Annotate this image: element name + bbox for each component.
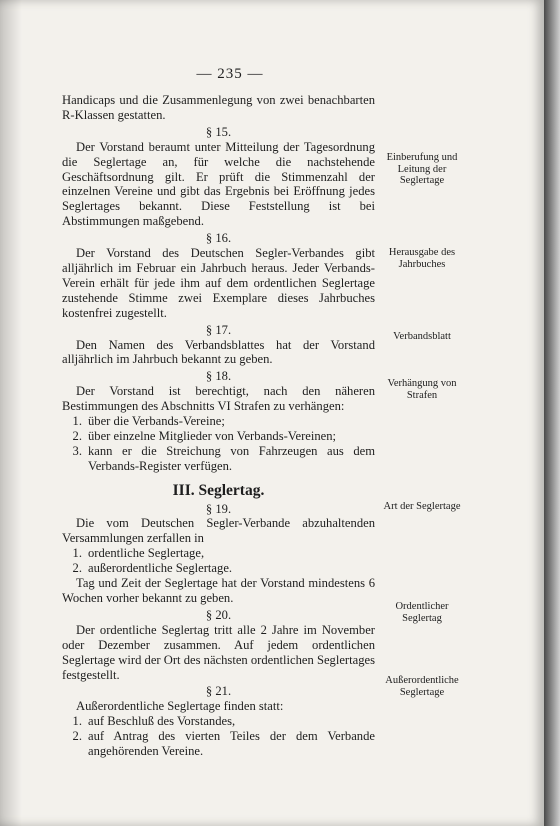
list-item	[62, 561, 375, 576]
sidenote-ordentlicher: Ordentlicher Seglertag	[395, 601, 449, 624]
list-number: 2.	[72, 561, 82, 576]
intro-paragraph: Handicaps und die Zusammenlegung von zwei benachbarten R-Klassen gestatten.	[62, 93, 375, 122]
section-16-paragraph: Der Vorstand des Deutschen Segler-Verbandes gibt alljährlich im Februar ein Jahrbuch heraus. Jeder Verbands-Verein erhält für jede ihm auf dem ordentlichen Seglertage zustehende Stimme zwei Exemplare dieses Jahrbuches kostenfrei zugestellt.	[62, 246, 375, 320]
list-text: auf Antrag des vierten Teiles der dem Verbande angehörenden Vereine.	[88, 729, 375, 759]
sidenote-ausserordentliche: Außerordentliche Seglertage	[385, 675, 459, 698]
list-number: 1.	[72, 414, 82, 429]
page-binding-shadow	[0, 0, 22, 826]
list-text: auf Beschluß des Vorstandes,	[88, 714, 236, 729]
sidenote-art: Art der Seglertage	[383, 501, 461, 512]
page-number: — 235 —	[196, 66, 264, 82]
list-number: 1.	[72, 714, 82, 729]
list-item	[62, 714, 375, 729]
section-19-heading: § 19.	[205, 501, 232, 516]
sidenote-einberufung: Einberufung und Leitung der Seglertage	[386, 152, 458, 186]
list-text: über die Verbands-Vereine;	[88, 414, 225, 429]
list-item	[62, 429, 375, 444]
section-19-paragraph: Die vom Deutschen Segler-Verbande abzuhaltenden Versammlungen zerfallen in	[62, 516, 375, 546]
sidenote-verhaengung: Verhängung von Strafen	[387, 378, 457, 401]
section-16-heading: § 16.	[205, 231, 232, 246]
list-number: 3.	[72, 443, 82, 458]
section-18-heading: § 18.	[205, 369, 232, 384]
section-15-paragraph: Der Vorstand beraumt unter Mitteilung der Tagesordnung die Seglertage an, für welche die nachstehende Geschäftsordnung gilt. Er prüft die Stimmenzahl der einzelnen Vereine und gibt das Ergebnis bei Eröffnung jedes Seglertages bekannt. Diese Feststellung ist bei Abstimmungen maßgebend.	[62, 139, 375, 229]
list-text: ordentliche Seglertage,	[88, 546, 205, 561]
section-21-heading: § 21.	[205, 684, 232, 699]
list-item	[62, 414, 375, 429]
list-item	[62, 444, 375, 474]
list-text: über einzelne Mitglieder von Verbands-Vereinen;	[88, 428, 337, 443]
section-20-heading: § 20.	[205, 607, 232, 622]
list-number: 1.	[72, 546, 82, 561]
section-15-heading: § 15.	[205, 124, 232, 139]
page-edge	[544, 0, 560, 826]
section-17-paragraph: Den Namen des Verbandsblattes hat der Vorstand alljährlich im Jahrbuch bekannt zu geben.	[62, 337, 375, 367]
list-number: 2.	[72, 729, 82, 744]
list-text: kann er die Streichung von Fahrzeugen aus dem Verbands-Register verfügen.	[88, 443, 375, 473]
main-text-column	[62, 93, 375, 759]
section-19-paragraph-2: Tag und Zeit der Seglertage hat der Vorstand mindestens 6 Wochen vorher bekannt zu geben.	[62, 576, 375, 605]
list-item	[62, 729, 375, 759]
list-text: außerordentliche Seglertage.	[88, 561, 233, 576]
list-number: 2.	[72, 428, 82, 443]
list-item	[62, 546, 375, 561]
section-20-paragraph: Der ordentliche Seglertag tritt alle 2 Jahre im November oder Dezember zusammen. Auf jedem ordentlichen Seglertage wird der Ort des nächsten ordentlichen Seglertages festgestellt.	[62, 622, 375, 682]
section-21-paragraph: Außerordentliche Seglertage finden statt:	[76, 699, 284, 714]
sidenote-verbandsblatt: Verbandsblatt	[393, 331, 451, 342]
sidenote-herausgabe: Herausgabe des Jahrbuches	[388, 247, 456, 270]
section-17-heading: § 17.	[205, 322, 232, 337]
chapter-heading: III. Seglertag.	[172, 481, 265, 499]
section-18-paragraph: Der Vorstand ist berechtigt, nach den näheren Bestimmungen des Abschnitts VI Strafen zu verhängen:	[62, 384, 375, 414]
